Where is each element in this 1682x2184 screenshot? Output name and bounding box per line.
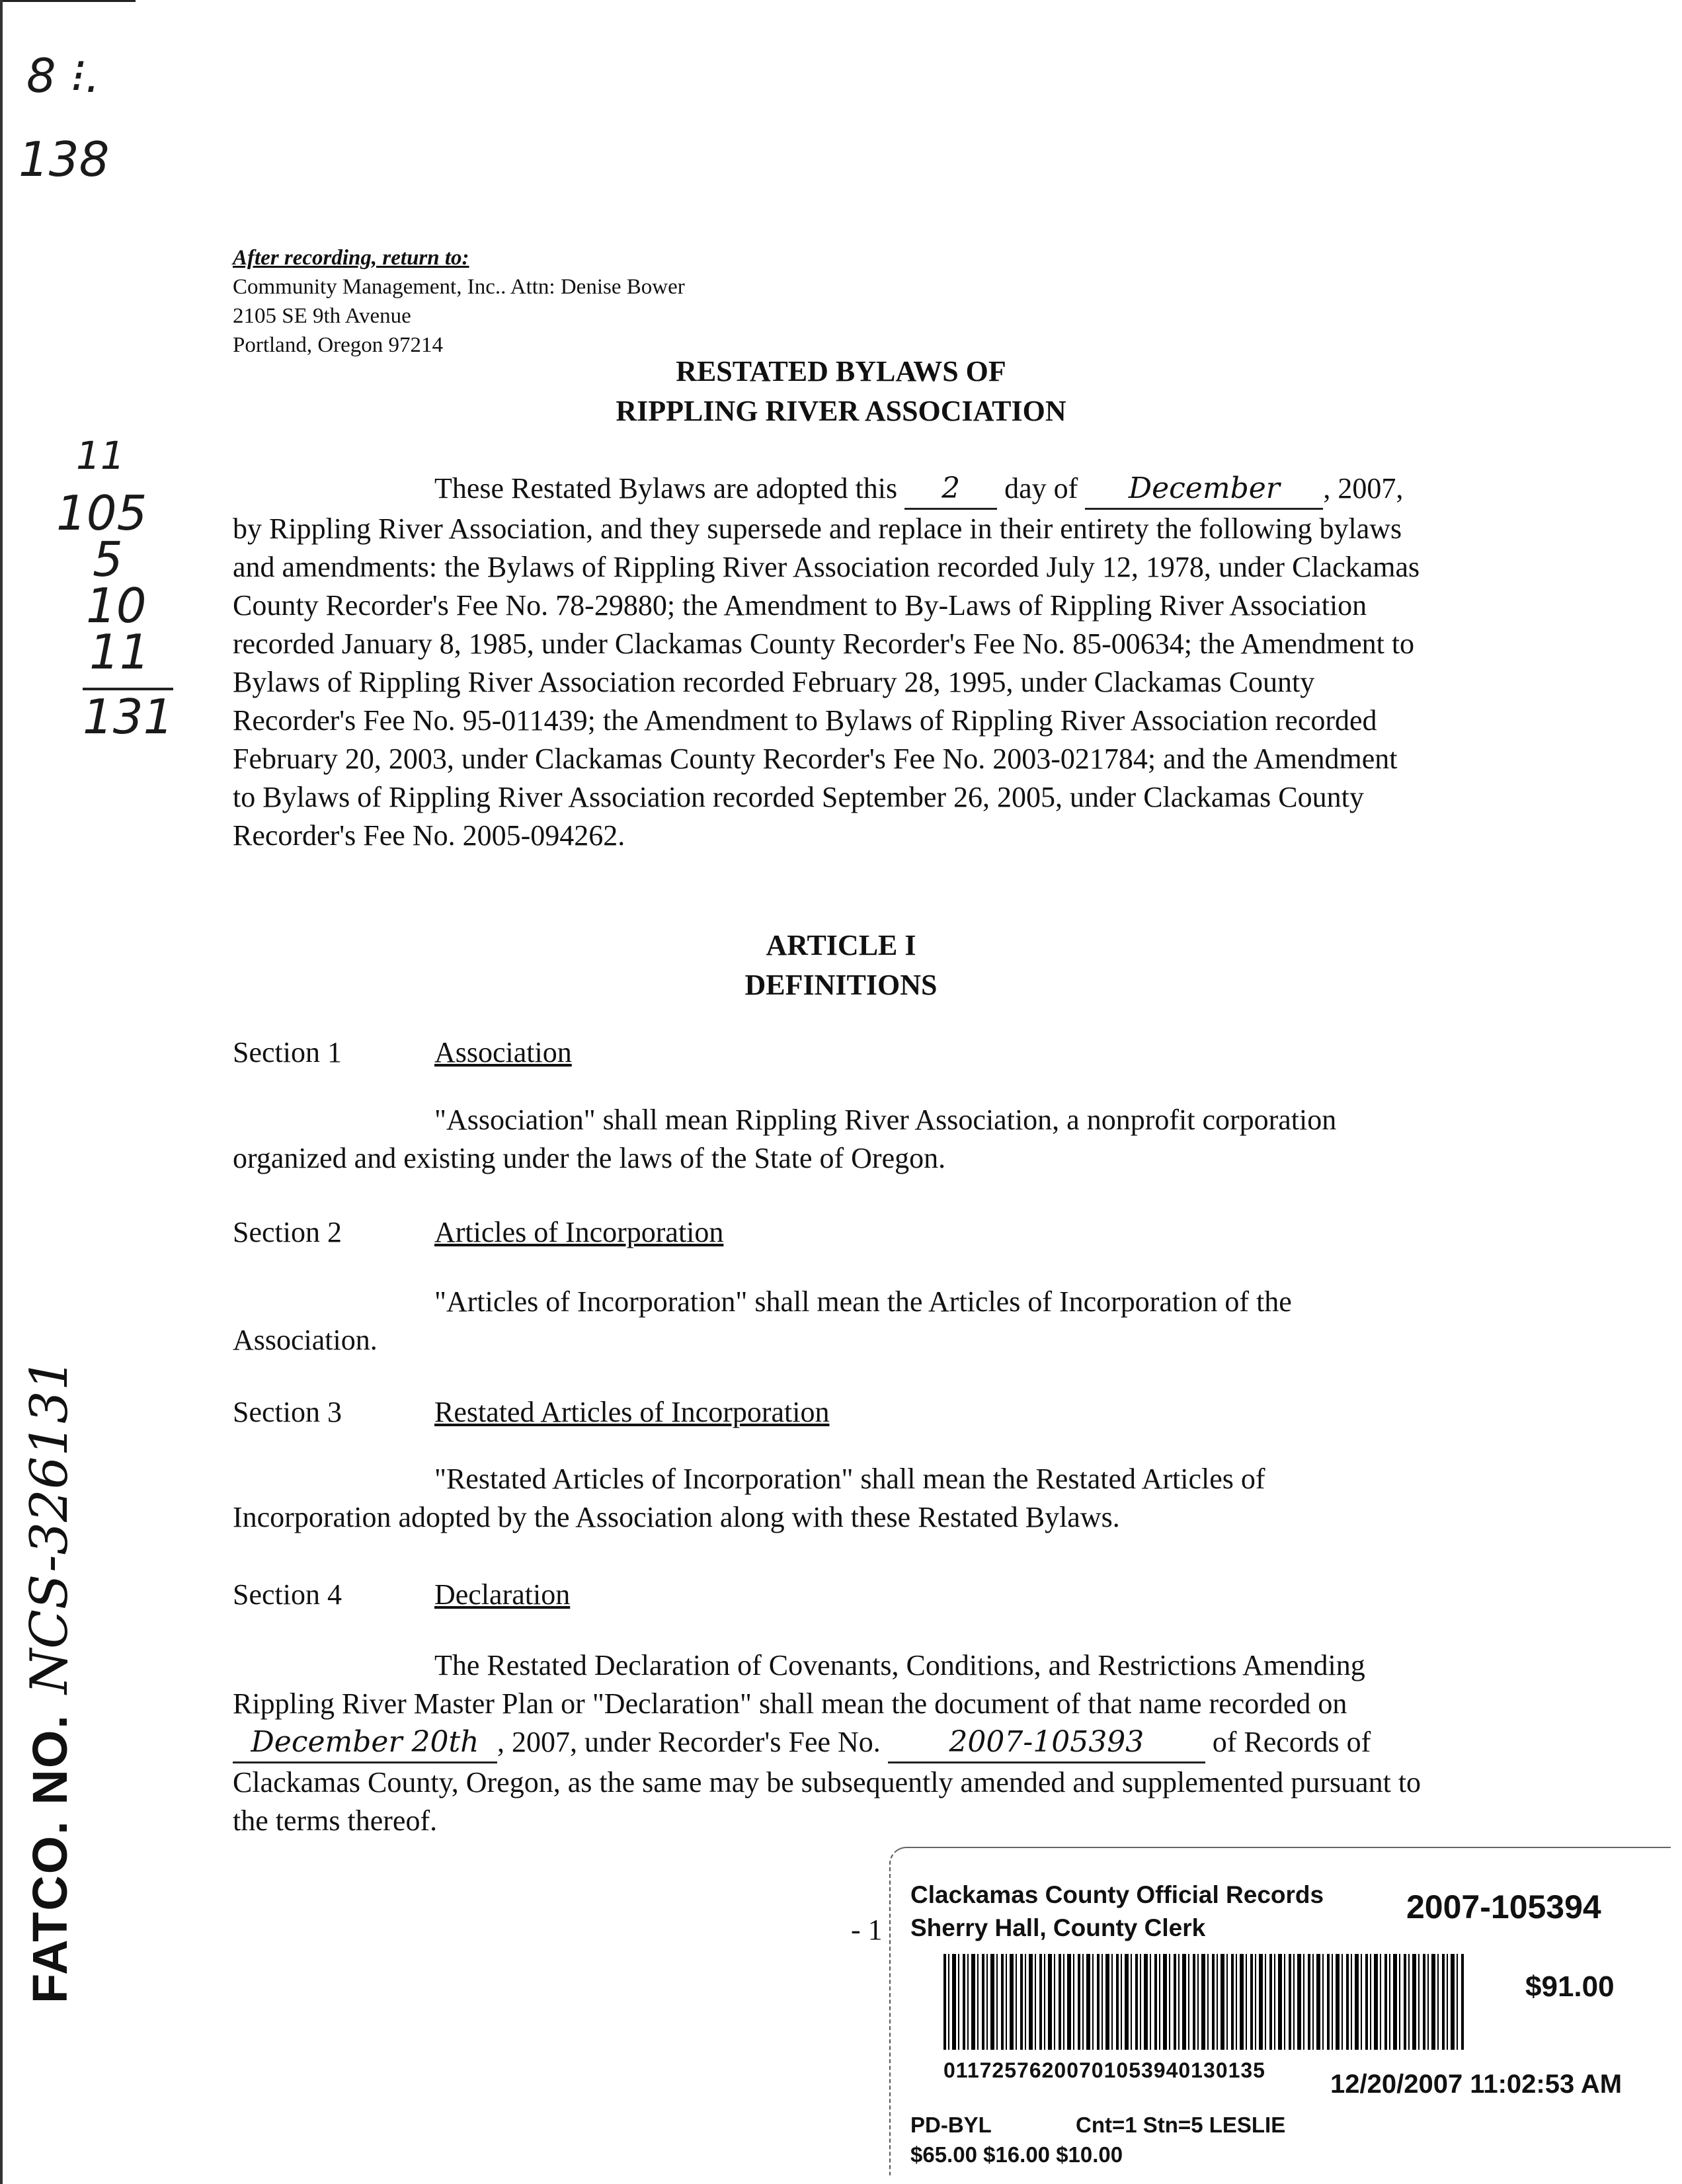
intro-month-handwritten: December [1085, 469, 1323, 510]
stamp-counts: Cnt=1 Stn=5 LESLIE [1076, 2113, 1286, 2137]
page-number: - 1 [851, 1914, 883, 1946]
intro-part-2: day of [1004, 472, 1078, 505]
scan-edge-left [0, 0, 3, 2184]
return-line-2: 2105 SE 9th Avenue [233, 304, 411, 328]
section-body-text: "Articles of Incorporation" shall mean the Articles of Incorporation of the Association. [233, 1285, 1292, 1356]
section-number: Section 1 [233, 1036, 342, 1069]
margin-note-m6: 131 [83, 689, 174, 745]
recording-stamp [889, 1847, 1671, 2175]
stamp-datetime: 12/20/2007 11:02:53 AM [1330, 2070, 1622, 2099]
margin-note-m3: 5 [93, 532, 123, 587]
section-3-heading [233, 1393, 829, 1432]
article-line-2: DEFINITIONS [744, 969, 938, 1001]
section-number: Section 3 [233, 1396, 342, 1428]
section-4-fee-handwritten: 2007-105393 [888, 1723, 1205, 1763]
intro-part-3: , 2007, by Rippling River Association, and they supersede and replace in their entirety the following bylaws and amendments: the Bylaws of Rippling River Association recorded July 12, 1978, under Clackamas County Recorder's Fee No. 78-29880; the Amendment to By-Laws of Rippling River Association recorded January 8, 1985, under Clackamas County Recorder's Fee No. 85-00634; the Amendment to Bylaws of Rippling River Association recorded February 28, 1995, under Clackamas County Recorder's Fee No. 95-011439; the Amendment to Bylaws of Rippling River Association recorded February 20, 2003, under Clackamas County Recorder's Fee No. 2003-021784; and the Amendment to Bylaws of Rippling River Association recorded September 26, 2005, under Clackamas County Recorder's Fee No. 2005-094262. [233, 472, 1420, 852]
stamp-clerk: Sherry Hall, County Clerk [910, 1914, 1206, 1941]
fatco-label: FATCO. NO. [22, 1714, 77, 2003]
section-title: Declaration [434, 1578, 571, 1611]
stamp-code: PD-BYL [910, 2113, 992, 2137]
stamp-barcode-digits: 01172576200701053940130135 [943, 2058, 1265, 2082]
section-title: Restated Articles of Incorporation [434, 1396, 830, 1428]
title-line-2: RIPPLING RIVER ASSOCIATION [616, 395, 1066, 427]
section-4-body [233, 1646, 1423, 1840]
margin-note-top2: 138 [19, 132, 110, 187]
section-number: Section 4 [233, 1578, 342, 1611]
scan-edge-top [0, 0, 136, 2]
return-header: After recording, return to: [233, 246, 469, 270]
stamp-doc-number: 2007-105394 [1406, 1888, 1601, 1925]
stamp-fees: $65.00 $16.00 $10.00 [910, 2142, 1123, 2167]
article-heading [0, 926, 1682, 1005]
return-address-block [233, 243, 685, 360]
fatco-value-handwritten: NCS-326131 [20, 1357, 79, 1695]
section-number: Section 2 [233, 1216, 342, 1248]
section-body-text: "Association" shall mean Rippling River Association, a nonprofit corporation organized and existing under the laws of the State of Oregon. [233, 1104, 1337, 1174]
intro-paragraph [233, 469, 1423, 855]
return-line-3: Portland, Oregon 97214 [233, 333, 444, 357]
intro-part-1: These Restated Bylaws are adopted this [434, 472, 898, 505]
title-line-1: RESTATED BYLAWS OF [676, 355, 1006, 387]
document-title [0, 352, 1682, 431]
section-1-heading [233, 1033, 572, 1072]
section-body-text: "Restated Articles of Incorporation" shall mean the Restated Articles of Incorporation adopted by the Association along with these Restated Bylaws. [233, 1463, 1265, 1533]
section-4-heading [233, 1576, 570, 1614]
margin-note-top1: 8 ⁝. [26, 49, 100, 103]
section-4-part-3: of Records of Clackamas County, Oregon, as the same may be subsequently amended and supplemented pursuant to the terms thereof. [233, 1726, 1422, 1837]
margin-note-m2: 105 [56, 485, 147, 541]
section-3-body [233, 1460, 1423, 1537]
return-line-1: Community Management, Inc.. Attn: Denise Bower [233, 275, 685, 299]
stamp-barcode [943, 1954, 1466, 2050]
section-2-body [233, 1283, 1423, 1359]
section-4-part-1: The Restated Declaration of Covenants, Conditions, and Restrictions Amending Rippling River Master Plan or "Declaration" shall mean the document of that name recorded on [233, 1649, 1365, 1720]
section-title: Articles of Incorporation [434, 1216, 724, 1248]
margin-note-m1: 11 [76, 433, 125, 478]
margin-note-m4: 10 [86, 578, 147, 633]
fatco-number [20, 1358, 79, 2003]
section-2-heading [233, 1213, 723, 1252]
section-4-part-2: , 2007, under Recorder's Fee No. [497, 1726, 881, 1758]
section-4-date-handwritten: December 20th [233, 1723, 497, 1763]
margin-note-m5: 11 [89, 624, 150, 680]
article-line-1: ARTICLE I [766, 929, 916, 961]
section-title: Association [434, 1036, 572, 1069]
intro-day-handwritten: 2 [904, 469, 997, 510]
stamp-office: Clackamas County Official Records [910, 1881, 1324, 1908]
stamp-amount: $91.00 [1525, 1970, 1615, 2003]
section-1-body [233, 1101, 1423, 1178]
